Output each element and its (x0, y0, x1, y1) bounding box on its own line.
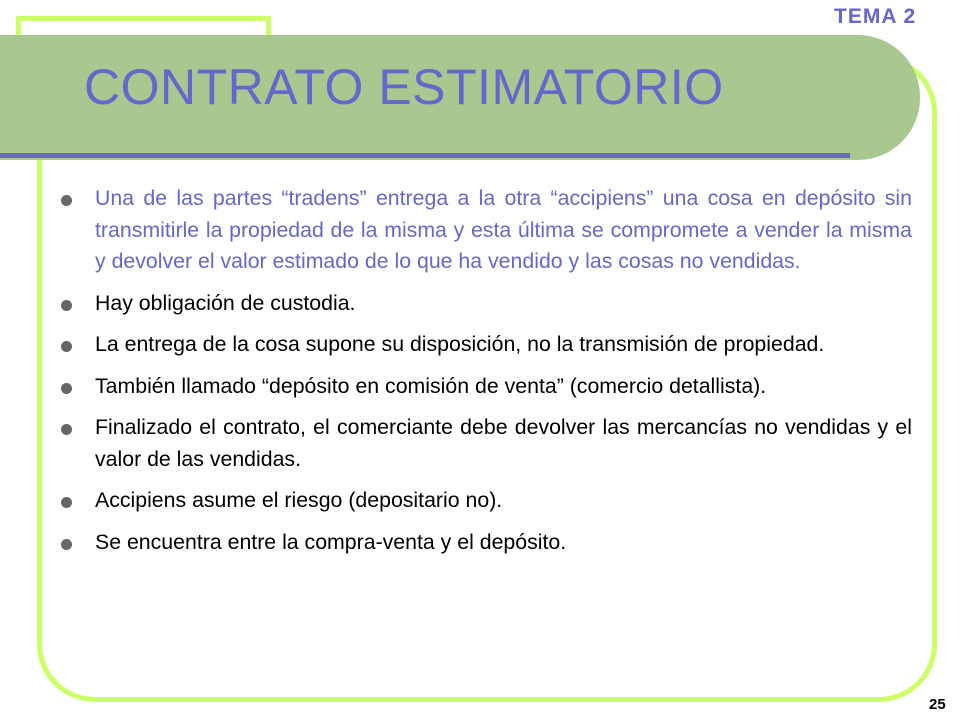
bullet-item (57, 371, 912, 403)
bullet-text: Hay obligación de custodia. (95, 290, 356, 315)
title-underline (0, 153, 850, 158)
bullet-dot-icon (61, 383, 72, 394)
bullet-list (57, 183, 912, 568)
bullet-text: Una de las partes “tradens” entrega a la otra “accipiens” una cosa en depósito sin transmitirle la propiedad de la misma y esta última se compromete a vender la misma y devolver el valor estimado de lo que ha vendido y las cosas no vendidas. (95, 186, 912, 273)
bullet-dot-icon (61, 539, 72, 550)
bullet-text: La entrega de la cosa supone su disposición, no la transmisión de propiedad. (95, 332, 825, 356)
bullet-dot-icon (61, 300, 72, 311)
bullet-dot-icon (61, 497, 72, 508)
bullet-text: Se encuentra entre la compra-venta y el depósito. (95, 529, 567, 554)
bullet-text: También llamado “depósito en comisión de venta” (comercio detallista). (95, 373, 767, 398)
bullet-item (57, 183, 912, 278)
bullet-item (57, 288, 912, 320)
bullet-item (57, 329, 912, 361)
bullet-item (57, 527, 912, 559)
bullet-text: Finalizado el contrato, el comerciante debe devolver las mercancías no vendidas y el valor de las vendidas. (95, 415, 912, 471)
bullet-text: Accipiens asume el riesgo (depositario no). (95, 488, 503, 512)
slide-title: CONTRATO ESTIMATORIO (84, 59, 724, 115)
bullet-item (57, 485, 912, 517)
topic-tag: TEMA 2 (834, 5, 917, 28)
bullet-dot-icon (61, 424, 72, 435)
bullet-dot-icon (61, 341, 72, 352)
bullet-item (57, 412, 912, 475)
bullet-dot-icon (61, 195, 72, 206)
page-number: 25 (929, 696, 946, 713)
